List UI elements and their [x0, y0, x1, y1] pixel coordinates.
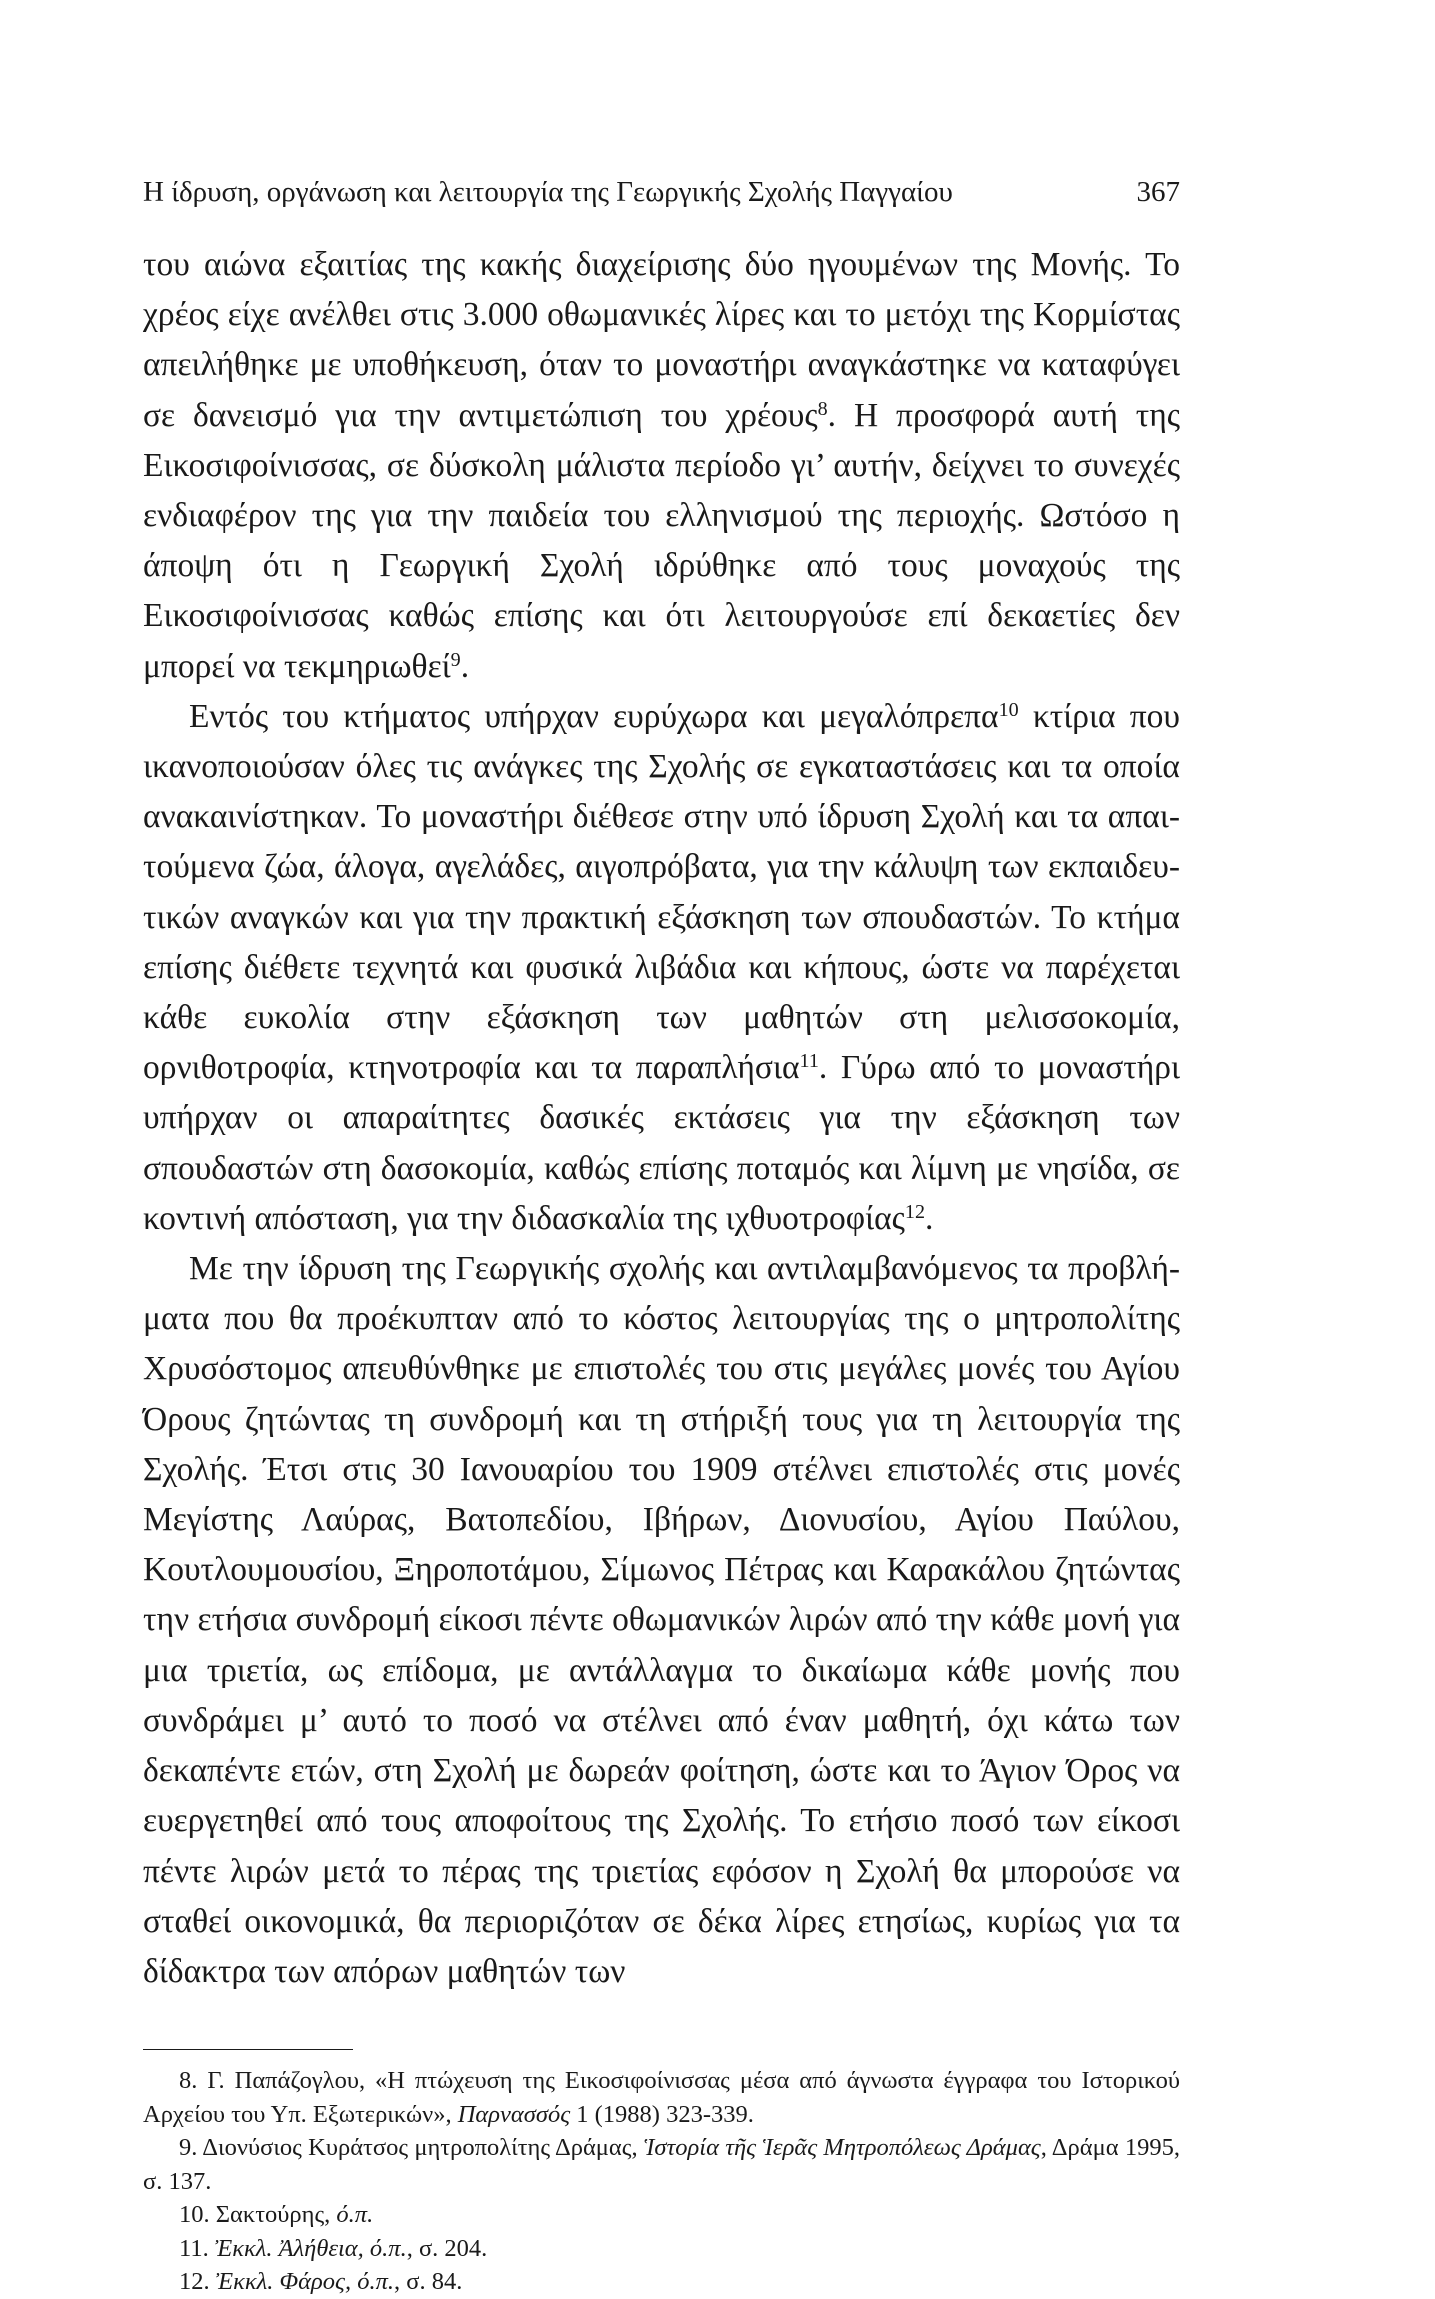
footnote-marker: 8 — [817, 397, 828, 420]
text-span: 11. — [179, 2234, 215, 2262]
italic-title: ό.π. — [336, 2201, 374, 2229]
footnote-8 — [143, 2064, 1180, 2131]
text-span: . — [460, 647, 470, 685]
footnote-10 — [143, 2198, 1180, 2232]
footnote-12 — [143, 2265, 1180, 2299]
italic-title: Ἐκκλ. Φάρος, ό.π. — [215, 2268, 394, 2296]
footnote-marker: 10 — [998, 698, 1019, 721]
italic-title: Ἱστορία τῆς Ἱερᾶς Μητροπόλεως Δράμας — [643, 2134, 1041, 2162]
text-span: 10. Σακτούρης, — [179, 2201, 337, 2229]
text-span: 12. — [179, 2268, 216, 2296]
text-span: 9. Διονύσιος Κυράτσος μητροπολίτης Δράμας, — [179, 2134, 644, 2162]
paragraph — [143, 692, 1180, 1244]
text-span: , σ. 204. — [406, 2234, 488, 2262]
text-span: , σ. 84. — [393, 2268, 463, 2296]
footnote-9 — [143, 2131, 1180, 2198]
paragraph — [143, 1244, 1180, 1997]
footnote-marker: 11 — [799, 1050, 819, 1073]
text-span: . Γύρω από το μοναστήρι υπήρχαν οι απαραίτητες δασικές εκτάσεις για την εξάσκηση των σπουδαστών στη δασοκομία, καθώς επίσης ποταμός και λίμνη με νησίδα, σε κοντινή απόσταση, για την διδασκαλία της ιχθυοτροφίας — [143, 1049, 1180, 1237]
footnote-marker: 12 — [904, 1200, 926, 1223]
text-span: 8. Γ. Παπάζογλου, «Η πτώχευση της Εικοσιφοίνισσας μέσα από άγνωστα έγγραφα του Ιστορικού Αρχείου του Υπ. Εξωτερικών», — [143, 2067, 1180, 2128]
paragraph — [143, 240, 1180, 692]
footnote-divider — [143, 2049, 353, 2050]
text-span: Με την ίδρυση της Γεωργικής σχολής και αντιλαμβανόμενος τα προβλήματα που θα προέκυπταν από το κόστος λειτουργίας της ο μητροπολίτης Χρυσόστομος απευθύνθηκε με επιστολές του στις μεγάλες μονές του Αγίου Όρους ζητώντας τη συνδρομή και τη στήριξή τους για τη λειτουργία της Σχολής. Έτσι στις 30 Ιανουαρίου του 1909 στέλνει επιστολές στις μονές Μεγίστης Λαύρας, Βατοπεδίου, Ιβήρων, Διονυσίου, Αγίου Παύλου, Κουτλουμουσίου, Ξηροποτάμου, Σίμωνος Πέτρας και Καρακάλου ζητώντας την ετήσια συνδρομή είκοσι πέντε οθωμανικών λιρών από την κάθε μονή για μια τριετία, ως επίδομα, με αντάλλαγμα το δικαίωμα κάθε μονής που συνδράμει μ’ αυτό το ποσό να στέλνει από έναν μαθητή, όχι κάτω των δεκαπέντε ετών, στη Σχολή με δωρεάν φοίτηση, ώστε και το Άγιον Όρος να ευεργετηθεί από τους αποφοίτους της Σχολής. Το ετήσιο ποσό των είκοσι πέντε λιρών μετά το πέρας της τριετίας εφόσον η Σχολή θα μπορούσε να σταθεί οικονομικά, θα περιοριζόταν σε δέκα λίρες ετησίως, κυρίως για τα δίδακτρα των απόρων μαθητών των — [143, 1250, 1180, 1990]
italic-title: Παρνασσός — [457, 2100, 571, 2128]
text-span: , Δράμα 1995, σ. 137. — [143, 2134, 1181, 2195]
italic-title: Ἐκκλ. Ἀλήθεια, ό.π. — [214, 2234, 407, 2262]
text-span: 1 (1988) 323-339. — [570, 2100, 754, 2128]
body-text — [143, 240, 1180, 1997]
running-title: Η ίδρυση, οργάνωση και λειτουργία της Γεωργικής Σχολής Παγγαίου — [143, 176, 953, 208]
footnote-marker: 9 — [450, 648, 461, 671]
footnotes — [143, 2064, 1180, 2299]
text-span: του αιώνα εξαιτίας της κακής διαχείρισης δύο ηγουμένων της Μονής. Το χρέος είχε ανέλθει στις 3.000 οθωμανικές λίρες και το μετόχι της Κορμίστας απειλήθηκε με υποθήκευση, όταν το μοναστήρι αναγκάστηκε να καταφύγει σε δανεισμό για την αντιμετώπιση του χρέους — [143, 246, 1180, 434]
footnote-11 — [143, 2232, 1180, 2266]
text-span: . — [925, 1199, 934, 1237]
running-header — [143, 172, 1180, 212]
text-span: Εντός του κτήματος υπήρχαν ευρύχωρα και μεγαλόπρεπα — [189, 697, 999, 735]
page-number: 367 — [1136, 176, 1180, 208]
book-page — [143, 172, 1180, 2299]
text-span: κτίρια που ικανοποιούσαν όλες τις ανάγκες της Σχολής σε εγκαταστάσεις και τα οποία ανακαινίστηκαν. Το μοναστήρι διέθεσε στην υπό ίδρυση Σχολή και τα απαιτούμενα ζώα, άλογα, αγελάδες, αιγοπρόβατα, για την κάλυψη των εκπαιδευτικών αναγκών και για την πρακτική εξάσκηση των σπουδαστών. Το κτήμα επίσης διέθετε τεχνητά και φυσικά λιβάδια και κήπους, ώστε να παρέχεται κάθε ευκολία στην εξάσκηση των μαθητών στη μελισσοκομία, ορνιθοτροφία, κτηνοτροφία και τα παραπλήσια — [143, 697, 1181, 1087]
text-span: . Η προσφορά αυτή της Εικοσιφοίνισσας, σε δύσκολη μάλιστα περίοδο γι’ αυτήν, δείχνει το συνεχές ενδιαφέρον της για την παιδεία του ελληνισμού της περιοχής. Ωστόσο η άποψη ότι η Γεωργική Σχολή ιδρύθηκε από τους μοναχούς της Εικοσιφοίνισσας καθώς επίσης και ότι λειτουργούσε επί δεκαετίες δεν μπορεί να τεκμηριωθεί — [143, 396, 1180, 685]
